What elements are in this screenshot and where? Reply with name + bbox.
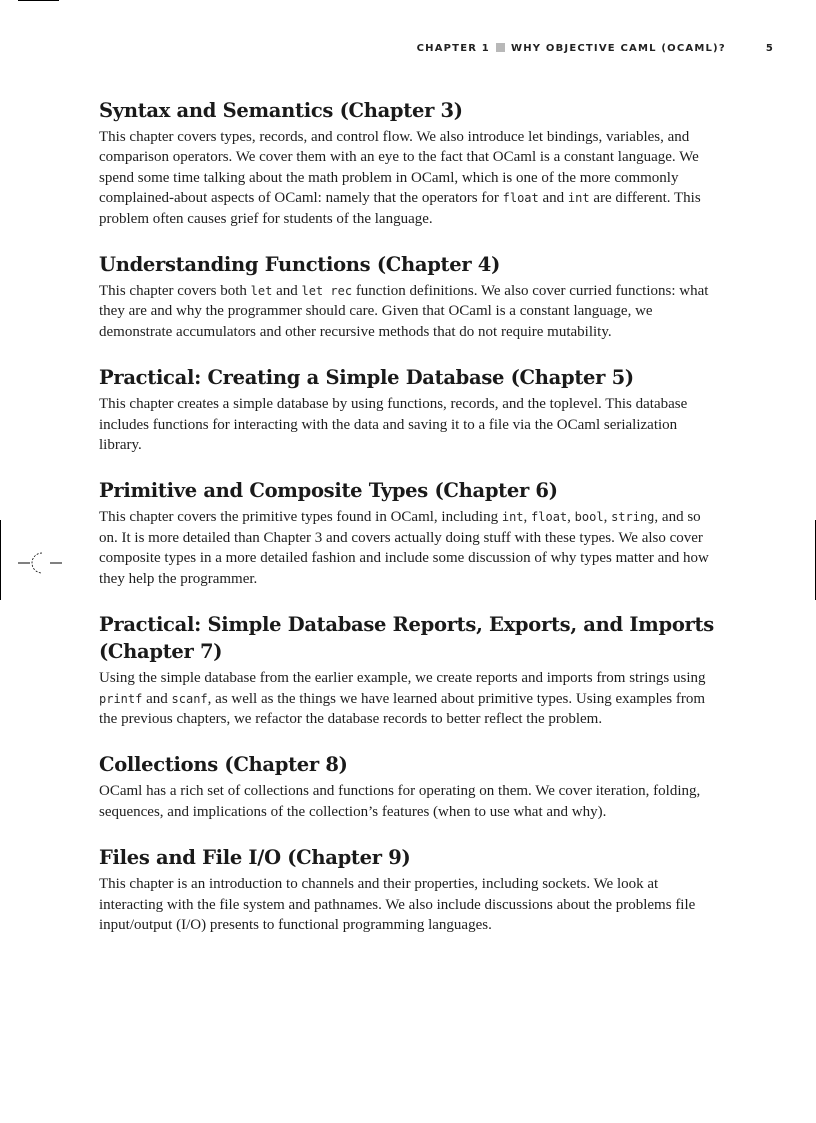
running-header	[0, 43, 774, 54]
inline-code: int	[501, 510, 524, 525]
section	[99, 611, 719, 729]
body-text: , as well as the things we have learned about primitive types. Using examples from the previous chapters, we refactor the database records to better reflect the problem.	[99, 690, 706, 727]
body-text: This chapter covers the primitive types found in OCaml, including	[99, 509, 502, 526]
body-text: function definitions. We also cover curried functions: what they are and why the programmer should care. Given that OCaml is a constant language, we demonstrate accumulators and other recursive methods that do not require mutability.	[99, 283, 709, 340]
inline-code: float	[531, 510, 568, 525]
section	[99, 251, 719, 342]
crop-mark-top	[18, 0, 59, 1]
inline-code: int	[567, 191, 590, 206]
section-body	[99, 781, 719, 822]
section-heading: Files and File I/O (Chapter 9)	[99, 846, 411, 870]
header-chapter: CHAPTER 1	[416, 43, 490, 54]
page-content	[99, 97, 719, 957]
section	[99, 477, 719, 589]
inline-code: let rec	[301, 284, 353, 299]
section-heading: Understanding Functions (Chapter 4)	[99, 253, 500, 277]
section	[99, 844, 719, 935]
body-text: OCaml has a rich set of collections and functions for operating on them. We cover iteration, folding, sequences, and implications of the collection’s features (when to use what and why).	[99, 783, 701, 820]
section-heading: Syntax and Semantics (Chapter 3)	[99, 99, 463, 122]
registration-mark-icon	[18, 550, 62, 576]
body-text: and	[142, 690, 172, 707]
inline-code: scanf	[171, 691, 208, 706]
section-body	[99, 874, 719, 935]
inline-code: float	[502, 191, 539, 206]
body-text: and	[272, 283, 302, 300]
section	[99, 364, 719, 455]
section-heading: Practical: Simple Database Reports, Exports, and Imports (Chapter 7)	[99, 613, 714, 664]
body-text: This chapter covers types, records, and control flow. We also introduce let bindings, variables, and comparison operators. We cover them with an eye to the fact that OCaml is a constant language. We spend some time talking about the math problem in OCaml, which is one of the more commonly complained-about aspects of OCaml: namely that the operators for	[99, 129, 699, 207]
body-text: This chapter is an introduction to channels and their properties, including sockets. We look at interacting with the file system and pathnames. We also include discussions about the problems file input/output (I/O) presents to functional programming languages.	[99, 876, 696, 933]
section-body	[99, 668, 719, 729]
body-text: and	[538, 190, 568, 207]
body-text: Using the simple database from the earlier example, we create reports and imports from strings using	[99, 670, 706, 687]
inline-code: bool	[574, 510, 604, 525]
body-text: are different. This problem often causes grief for students of the language.	[99, 190, 701, 227]
header-separator-icon	[496, 43, 505, 52]
inline-code: let	[250, 284, 273, 299]
inline-code: printf	[99, 691, 143, 706]
section-heading: Collections (Chapter 8)	[99, 753, 348, 777]
section-body	[99, 394, 719, 455]
body-text: ,	[523, 509, 532, 526]
section	[99, 751, 719, 822]
section-heading: Practical: Creating a Simple Database (Chapter 5)	[99, 366, 634, 390]
section-body	[99, 507, 719, 589]
inline-code: string	[611, 510, 655, 525]
body-text: , and so on. It is more detailed than Chapter 3 and covers actually doing stuff with these types. We also cover composite types in a more detailed fashion and include some discussion of why types matter and how they help the programmer.	[99, 509, 709, 587]
body-text: ,	[567, 509, 575, 526]
section	[99, 97, 719, 229]
section-body	[99, 127, 719, 229]
page-number: 5	[765, 43, 774, 54]
section-body	[99, 281, 719, 342]
body-text: ,	[603, 509, 612, 526]
section-heading: Primitive and Composite Types (Chapter 6)	[99, 479, 558, 503]
body-text: This chapter covers both	[99, 283, 251, 300]
header-title: WHY OBJECTIVE CAML (OCAML)?	[510, 43, 726, 54]
body-text: This chapter creates a simple database by using functions, records, and the toplevel. This database includes functions for interacting with the data and saving it to a file via the OCaml serialization library.	[99, 396, 688, 454]
crop-mark-left	[0, 520, 1, 600]
